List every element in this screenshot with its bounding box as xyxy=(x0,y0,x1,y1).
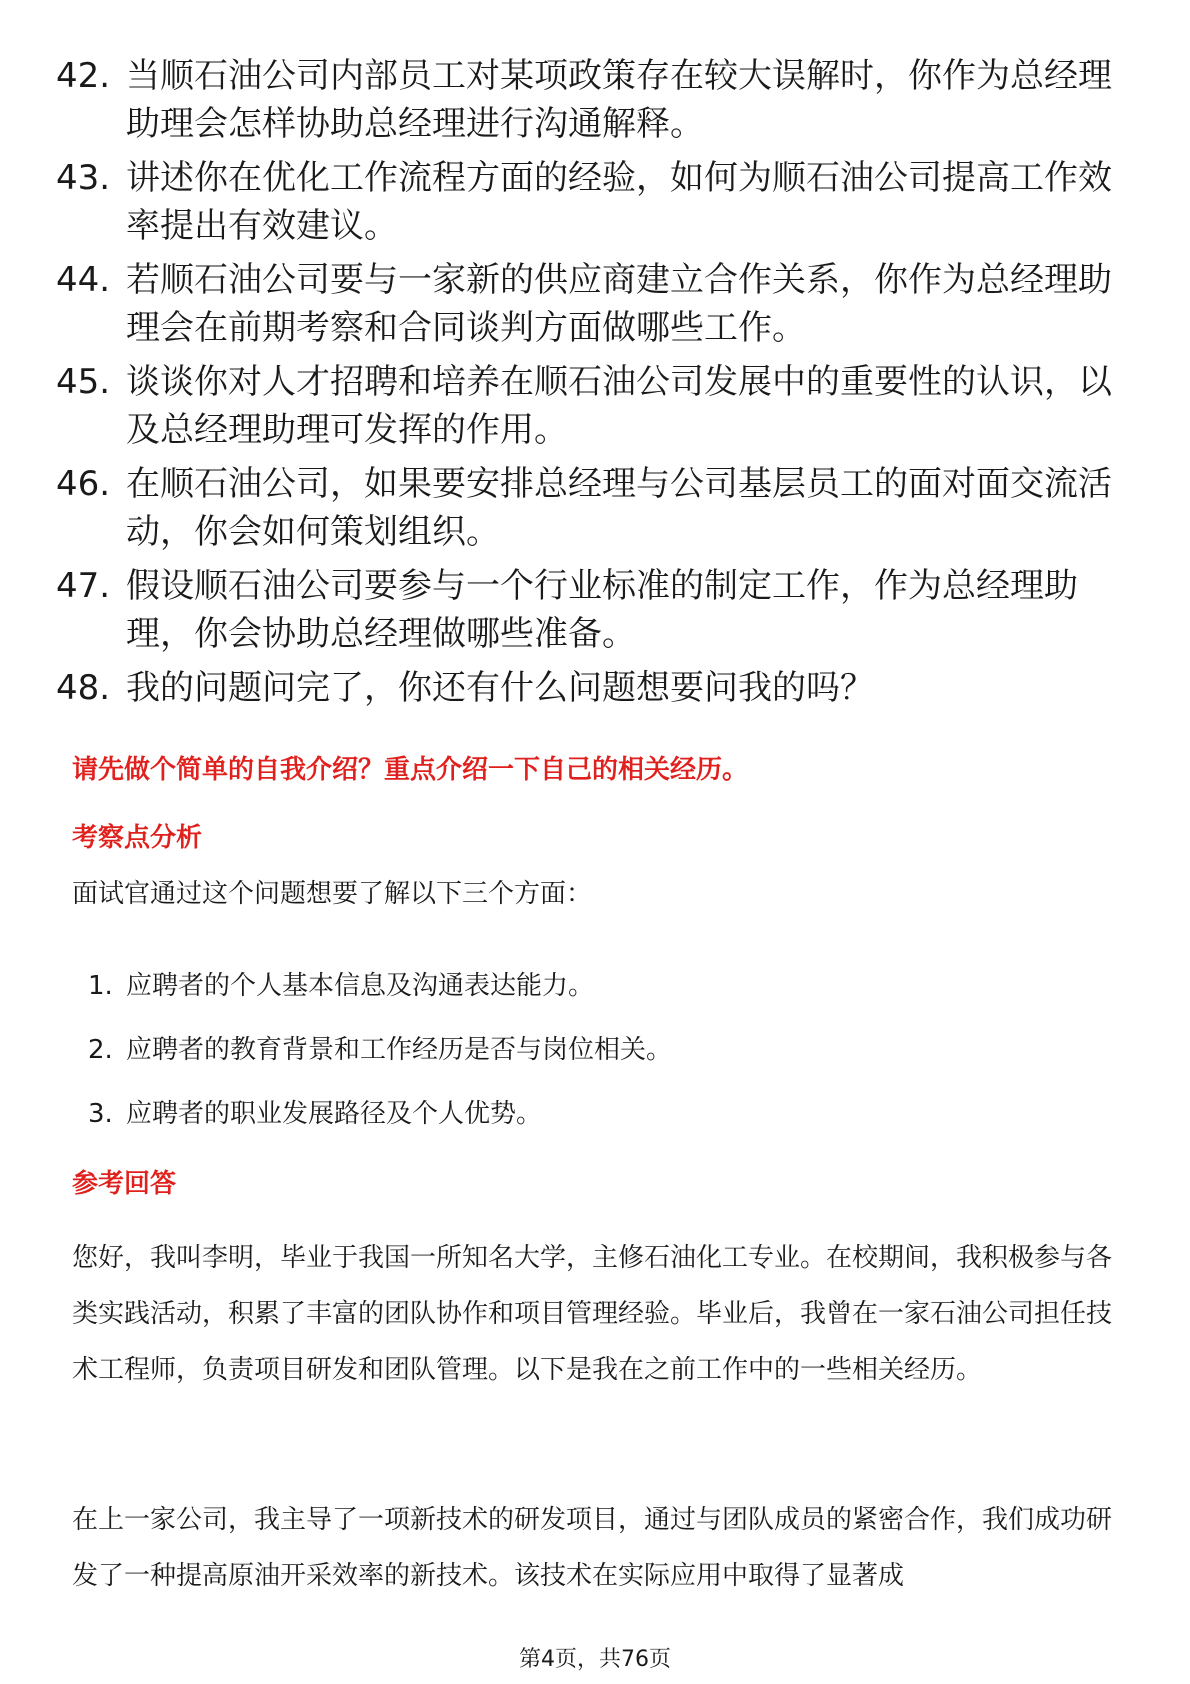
question-text: 讲述你在优化工作流程方面的经验，如何为顺石油公司提高工作效率提出有效建议。 xyxy=(126,158,1112,246)
list-item xyxy=(56,154,1136,250)
question-number: 45. xyxy=(56,362,111,402)
list-item xyxy=(56,52,1136,148)
point-text: 应聘者的个人基本信息及沟通表达能力。 xyxy=(126,971,595,1001)
point-number: 2. xyxy=(88,1035,113,1065)
list-item xyxy=(56,562,1136,658)
answer-heading: 参考回答 xyxy=(72,1169,177,1199)
question-text: 在顺石油公司，如果要安排总经理与公司基层员工的面对面交流活动，你会如何策划组织。 xyxy=(126,464,1112,552)
point-text: 应聘者的教育背景和工作经历是否与岗位相关。 xyxy=(126,1035,673,1065)
question-number: 42. xyxy=(56,56,111,96)
analysis-points xyxy=(88,968,1088,1160)
highlight-question: 请先做个简单的自我介绍？重点介绍一下自己的相关经历。 xyxy=(72,755,749,785)
question-text: 假设顺石油公司要参与一个行业标准的制定工作，作为总经理助理，你会协助总经理做哪些准备。 xyxy=(126,566,1078,654)
question-number: 48. xyxy=(56,668,111,708)
list-item xyxy=(88,1096,1088,1132)
question-text: 当顺石油公司内部员工对某项政策存在较大误解时，你作为总经理助理会怎样协助总经理进行沟通解释。 xyxy=(126,56,1112,144)
question-text: 若顺石油公司要与一家新的供应商建立合作关系，你作为总经理助理会在前期考察和合同谈判方面做哪些工作。 xyxy=(126,260,1112,348)
analysis-intro: 面试官通过这个问题想要了解以下三个方面： xyxy=(72,879,593,909)
answer-paragraph-2: 在上一家公司，我主导了一项新技术的研发项目，通过与团队成员的紧密合作，我们成功研发了一种提高原油开采效率的新技术。该技术在实际应用中取得了显著成 xyxy=(72,1505,1113,1591)
list-item xyxy=(56,460,1136,556)
list-item xyxy=(88,968,1088,1004)
question-number: 46. xyxy=(56,464,111,504)
question-list xyxy=(56,52,1136,718)
point-text: 应聘者的职业发展路径及个人优势。 xyxy=(126,1099,543,1129)
question-text: 我的问题问完了，你还有什么问题想要问我的吗？ xyxy=(126,668,874,708)
question-number: 47. xyxy=(56,566,111,606)
list-item xyxy=(56,358,1136,454)
point-number: 1. xyxy=(88,971,113,1001)
question-number: 44. xyxy=(56,260,111,300)
list-item xyxy=(88,1032,1088,1068)
analysis-heading: 考察点分析 xyxy=(72,823,203,853)
list-item xyxy=(56,256,1136,352)
page-footer: 第4页，共76页 xyxy=(519,1647,671,1672)
question-text: 谈谈你对人才招聘和培养在顺石油公司发展中的重要性的认识，以及总经理助理可发挥的作用。 xyxy=(126,362,1112,450)
answer-paragraph-1: 您好，我叫李明，毕业于我国一所知名大学，主修石油化工专业。在校期间，我积极参与各类实践活动，积累了丰富的团队协作和项目管理经验。毕业后，我曾在一家石油公司担任技术工程师，负责项目研发和团队管理。以下是我在之前工作中的一些相关经历。 xyxy=(72,1243,1113,1385)
list-item xyxy=(56,664,1136,712)
question-number: 43. xyxy=(56,158,111,198)
point-number: 3. xyxy=(88,1099,113,1129)
